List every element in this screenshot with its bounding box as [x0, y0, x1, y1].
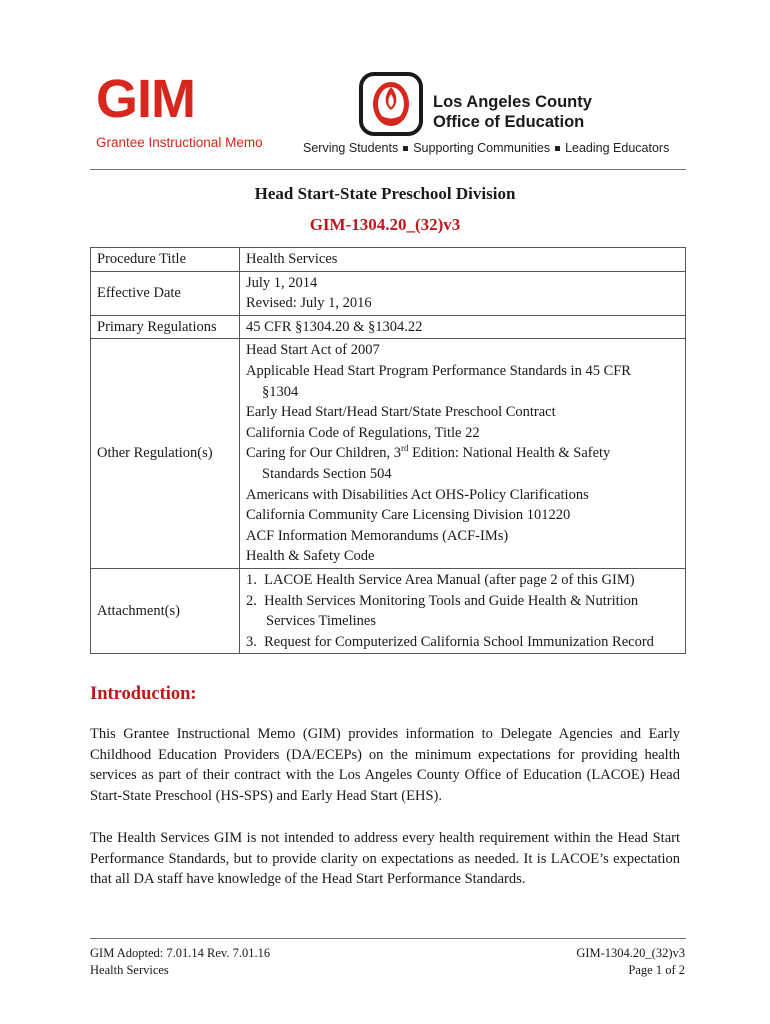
revised-date-line: Revised: July 1, 2016: [246, 295, 372, 312]
footer-adopted: GIM Adopted: 7.01.14 Rev. 7.01.16: [90, 946, 271, 960]
org-name-line1: Los Angeles County: [433, 93, 592, 111]
list-number: 1.: [246, 571, 257, 588]
superscript: rd: [401, 443, 409, 454]
list-item: Americans with Disabilities Act OHS-Policy Clarifications: [246, 486, 589, 503]
effective-date-line: July 1, 2014: [246, 274, 318, 291]
list-item: Health & Safety Code: [246, 548, 375, 565]
org-name: [433, 92, 592, 132]
effective-date-value: [240, 271, 686, 315]
list-item-text: Edition: National Health & Safety: [408, 445, 611, 462]
list-item-text: Caring for Our Children, 3: [246, 445, 402, 462]
list-item: [246, 570, 679, 591]
other-regulations-list: [240, 339, 686, 569]
list-number: 3.: [246, 633, 257, 650]
table-row: [91, 339, 686, 569]
org-name-line2: Office of Education: [433, 113, 585, 131]
other-regulations-label: Other Regulation(s): [91, 339, 240, 569]
list-item: Standards Section 504: [262, 465, 392, 482]
effective-date-label: Effective Date: [91, 271, 240, 315]
bullet-icon: [555, 146, 560, 151]
table-row: [91, 568, 686, 653]
introduction-heading: Introduction:: [90, 684, 197, 704]
footer-divider: [90, 938, 686, 939]
division-title: Head Start-State Preschool Division: [254, 184, 516, 203]
list-item: [246, 591, 679, 632]
list-item-text: Services Timelines: [266, 613, 376, 630]
table-row: [91, 315, 686, 339]
list-item-text: LACOE Health Service Area Manual (after page 2 of this GIM): [264, 571, 635, 588]
list-item: California Community Care Licensing Division 101220: [246, 507, 571, 524]
gim-logo: [96, 69, 263, 150]
primary-regulations-label: Primary Regulations: [91, 315, 240, 339]
tagline-part-1: Serving Students: [303, 141, 399, 155]
intro-paragraph-2: The Health Services GIM is not intended to address every health requirement within the Head Start Performance Standards, but to provide clarity on expectations as needed. It is LACOE’s expectation that all DA staff have knowledge of the Head Start Performance Standards.: [90, 830, 680, 888]
lacoe-seal-icon: [359, 72, 423, 136]
footer-section: Health Services: [90, 963, 169, 977]
list-item: [246, 443, 679, 464]
document-code: GIM-1304.20_(32)v3: [309, 215, 461, 234]
page-number: Page 1 of 2: [628, 963, 685, 977]
procedure-title-label: Procedure Title: [91, 248, 240, 272]
list-item: Early Head Start/Head Start/State Preschool Contract: [246, 404, 556, 421]
attachments-list: [240, 568, 686, 653]
primary-regulations-value: 45 CFR §1304.20 & §1304.22: [240, 315, 686, 339]
list-item: California Code of Regulations, Title 22: [246, 424, 480, 441]
tagline: [303, 141, 669, 155]
list-item-text: Health Services Monitoring Tools and Guide Health & Nutrition: [264, 592, 639, 609]
footer-right: [576, 945, 685, 979]
list-item: Applicable Head Start Program Performance Standards in 45 CFR: [246, 362, 631, 379]
list-item: §1304: [262, 383, 299, 400]
list-item-text: Request for Computerized California School Immunization Record: [264, 633, 654, 650]
list-item: Head Start Act of 2007: [246, 342, 380, 359]
table-row: [91, 248, 686, 272]
footer-code: GIM-1304.20_(32)v3: [576, 946, 685, 960]
gim-logo-text: GIM: [96, 69, 195, 129]
attachments-label: Attachment(s): [91, 568, 240, 653]
header-divider: [90, 169, 686, 170]
list-item: ACF Information Memorandums (ACF-IMs): [246, 527, 509, 544]
procedure-table: [90, 247, 686, 654]
procedure-title-value: Health Services: [240, 248, 686, 272]
table-row: [91, 271, 686, 315]
footer-left: [90, 945, 270, 979]
bullet-icon: [403, 146, 408, 151]
intro-paragraph-1: This Grantee Instructional Memo (GIM) provides information to Delegate Agencies and Early Childhood Education Providers (DA/ECEPs) on the minimum expectations for providing health services as part of their contract with the Los Angeles County Office of Education (LACOE) Head Start-State Preschool (HS-SPS) and Early Head Start (EHS).: [90, 726, 680, 805]
gim-subtitle: Grantee Instructional Memo: [96, 135, 263, 150]
list-item: [246, 632, 679, 653]
tagline-part-2: Supporting Communities: [413, 141, 551, 155]
list-number: 2.: [246, 592, 257, 609]
tagline-part-3: Leading Educators: [565, 141, 670, 155]
